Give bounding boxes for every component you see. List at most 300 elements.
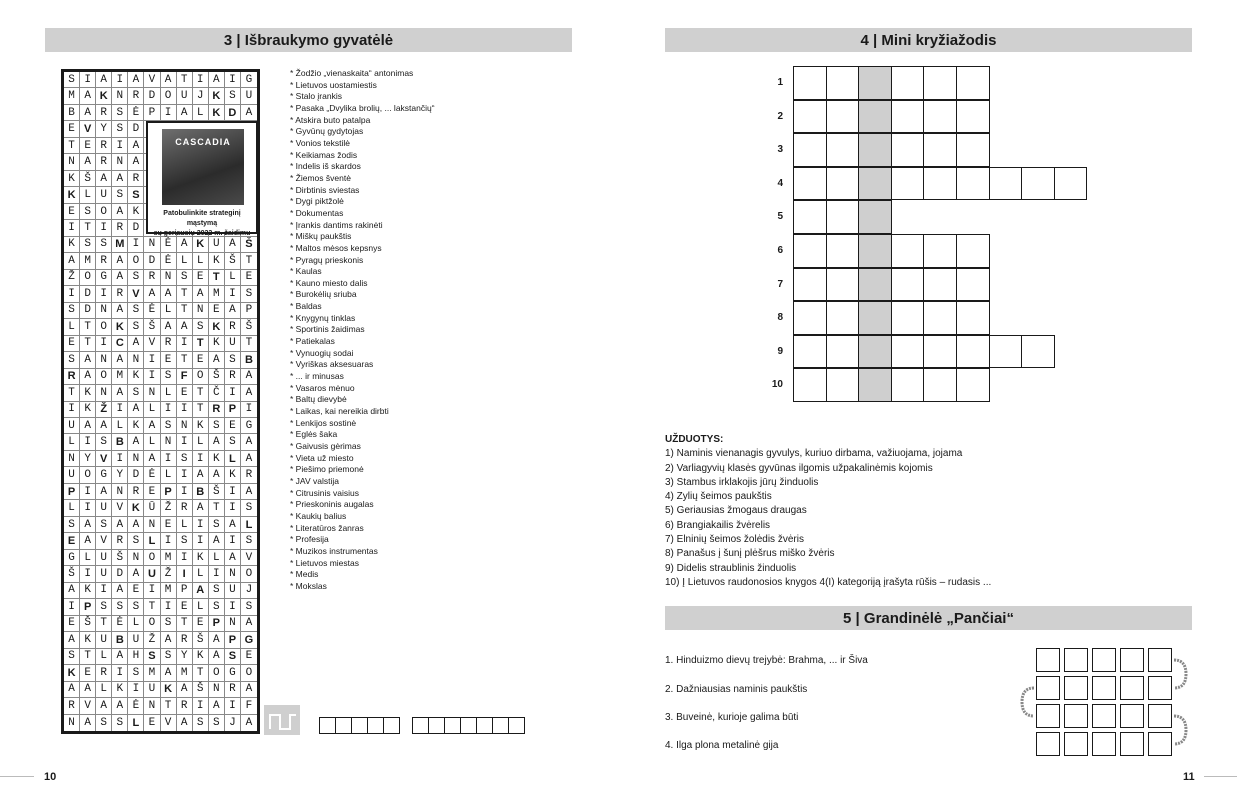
grid-cell[interactable]: A xyxy=(96,698,112,714)
crossword-cell[interactable] xyxy=(923,167,957,201)
chain-box[interactable] xyxy=(1120,732,1144,756)
answer-boxes-1[interactable] xyxy=(320,717,400,734)
grid-cell[interactable]: O xyxy=(80,270,96,286)
answer-boxes-2[interactable] xyxy=(413,717,525,734)
crossword-cell[interactable] xyxy=(891,133,925,167)
grid-cell[interactable]: J xyxy=(193,88,209,104)
grid-cell[interactable]: L xyxy=(64,319,80,335)
grid-cell[interactable]: S xyxy=(128,187,144,203)
crossword-cell[interactable] xyxy=(858,301,892,335)
grid-cell[interactable]: L xyxy=(144,434,160,450)
grid-cell[interactable]: P xyxy=(225,402,241,418)
crossword-cell[interactable] xyxy=(923,335,957,369)
grid-cell[interactable]: A xyxy=(80,88,96,104)
grid-cell[interactable]: Y xyxy=(112,467,128,483)
crossword-cell[interactable] xyxy=(923,268,957,302)
grid-cell[interactable]: V xyxy=(80,121,96,137)
grid-cell[interactable]: S xyxy=(64,649,80,665)
grid-cell[interactable]: T xyxy=(241,336,257,352)
grid-cell[interactable]: A xyxy=(209,467,225,483)
grid-cell[interactable]: S xyxy=(128,533,144,549)
grid-cell[interactable]: Y xyxy=(80,451,96,467)
grid-cell[interactable]: A xyxy=(112,385,128,401)
grid-cell[interactable]: I xyxy=(112,402,128,418)
grid-cell[interactable]: V xyxy=(161,715,177,731)
chain-box[interactable] xyxy=(1092,676,1116,700)
grid-cell[interactable]: A xyxy=(112,698,128,714)
grid-cell[interactable]: T xyxy=(64,385,80,401)
grid-cell[interactable]: Ž xyxy=(96,402,112,418)
crossword-cell[interactable] xyxy=(956,133,990,167)
grid-cell[interactable]: I xyxy=(80,72,96,88)
grid-cell[interactable]: M xyxy=(161,583,177,599)
grid-cell[interactable]: E xyxy=(144,715,160,731)
grid-cell[interactable]: A xyxy=(80,715,96,731)
grid-cell[interactable]: Č xyxy=(209,385,225,401)
grid-cell[interactable]: T xyxy=(177,72,193,88)
grid-cell[interactable]: I xyxy=(177,402,193,418)
grid-cell[interactable]: I xyxy=(177,566,193,582)
grid-cell[interactable]: I xyxy=(96,583,112,599)
chain-box[interactable] xyxy=(1036,676,1060,700)
grid-cell[interactable]: S xyxy=(225,88,241,104)
grid-cell[interactable]: E xyxy=(193,616,209,632)
grid-cell[interactable]: P xyxy=(161,484,177,500)
grid-cell[interactable]: A xyxy=(161,286,177,302)
grid-cell[interactable]: I xyxy=(96,286,112,302)
crossword-cell[interactable] xyxy=(989,335,1023,369)
grid-cell[interactable]: T xyxy=(80,319,96,335)
grid-cell[interactable]: S xyxy=(96,715,112,731)
grid-cell[interactable]: I xyxy=(161,451,177,467)
grid-cell[interactable]: A xyxy=(112,171,128,187)
grid-cell[interactable]: R xyxy=(64,698,80,714)
grid-cell[interactable]: I xyxy=(193,533,209,549)
grid-cell[interactable]: T xyxy=(177,303,193,319)
grid-cell[interactable]: A xyxy=(225,517,241,533)
grid-cell[interactable]: K xyxy=(112,682,128,698)
crossword-cell[interactable] xyxy=(826,335,860,369)
chain-box[interactable] xyxy=(1092,648,1116,672)
grid-cell[interactable]: D xyxy=(128,220,144,236)
grid-cell[interactable]: N xyxy=(128,352,144,368)
grid-cell[interactable]: L xyxy=(64,500,80,516)
grid-cell[interactable]: D xyxy=(144,88,160,104)
grid-cell[interactable]: Š xyxy=(209,369,225,385)
grid-cell[interactable]: A xyxy=(80,418,96,434)
grid-cell[interactable]: M xyxy=(209,286,225,302)
grid-cell[interactable]: A xyxy=(209,352,225,368)
grid-cell[interactable]: A xyxy=(193,286,209,302)
grid-cell[interactable]: U xyxy=(225,336,241,352)
grid-cell[interactable]: I xyxy=(144,352,160,368)
grid-cell[interactable]: Š xyxy=(64,566,80,582)
grid-cell[interactable]: I xyxy=(96,336,112,352)
grid-cell[interactable]: R xyxy=(64,369,80,385)
grid-cell[interactable]: B xyxy=(112,632,128,648)
grid-cell[interactable]: A xyxy=(209,698,225,714)
grid-cell[interactable]: L xyxy=(177,253,193,269)
grid-cell[interactable]: L xyxy=(225,270,241,286)
grid-cell[interactable]: F xyxy=(177,369,193,385)
grid-cell[interactable]: A xyxy=(241,434,257,450)
grid-cell[interactable]: E xyxy=(241,649,257,665)
grid-cell[interactable]: L xyxy=(161,385,177,401)
grid-cell[interactable]: R xyxy=(112,533,128,549)
crossword-cell[interactable] xyxy=(956,268,990,302)
grid-cell[interactable]: N xyxy=(177,418,193,434)
grid-cell[interactable]: K xyxy=(209,253,225,269)
crossword-cell[interactable] xyxy=(891,234,925,268)
grid-cell[interactable]: K xyxy=(128,418,144,434)
crossword-cell[interactable] xyxy=(793,268,827,302)
grid-cell[interactable]: Y xyxy=(177,649,193,665)
grid-cell[interactable]: A xyxy=(64,682,80,698)
grid-cell[interactable]: Ž xyxy=(144,632,160,648)
grid-cell[interactable]: R xyxy=(241,467,257,483)
grid-cell[interactable]: A xyxy=(241,682,257,698)
grid-cell[interactable]: Ė xyxy=(144,303,160,319)
grid-cell[interactable]: Ė xyxy=(161,237,177,253)
grid-cell[interactable]: S xyxy=(225,649,241,665)
grid-cell[interactable]: U xyxy=(144,682,160,698)
crossword-cell[interactable] xyxy=(826,200,860,234)
crossword-cell[interactable] xyxy=(891,167,925,201)
grid-cell[interactable]: S xyxy=(128,303,144,319)
grid-cell[interactable]: L xyxy=(96,682,112,698)
grid-cell[interactable]: S xyxy=(177,270,193,286)
grid-cell[interactable]: A xyxy=(144,286,160,302)
grid-cell[interactable]: A xyxy=(241,484,257,500)
grid-cell[interactable]: K xyxy=(161,682,177,698)
grid-cell[interactable]: A xyxy=(128,434,144,450)
grid-cell[interactable]: S xyxy=(161,616,177,632)
grid-cell[interactable]: O xyxy=(144,550,160,566)
grid-cell[interactable]: I xyxy=(177,484,193,500)
grid-cell[interactable]: G xyxy=(64,550,80,566)
crossword-cell[interactable] xyxy=(956,368,990,402)
grid-cell[interactable]: V xyxy=(96,533,112,549)
grid-cell[interactable]: G xyxy=(241,632,257,648)
grid-cell[interactable]: T xyxy=(193,665,209,681)
grid-cell[interactable]: E xyxy=(64,121,80,137)
grid-cell[interactable]: O xyxy=(241,566,257,582)
chain-box[interactable] xyxy=(1092,732,1116,756)
grid-cell[interactable]: E xyxy=(209,303,225,319)
grid-cell[interactable]: Y xyxy=(96,121,112,137)
chain-box[interactable] xyxy=(1148,732,1172,756)
grid-cell[interactable]: A xyxy=(112,583,128,599)
grid-cell[interactable]: I xyxy=(112,451,128,467)
grid-cell[interactable]: S xyxy=(64,303,80,319)
grid-cell[interactable]: K xyxy=(80,632,96,648)
grid-cell[interactable]: A xyxy=(128,566,144,582)
grid-cell[interactable]: T xyxy=(80,220,96,236)
crossword-cell[interactable] xyxy=(793,66,827,100)
crossword-cell[interactable] xyxy=(793,100,827,134)
grid-cell[interactable]: Ė xyxy=(128,698,144,714)
grid-cell[interactable]: A xyxy=(225,303,241,319)
grid-cell[interactable]: B xyxy=(193,484,209,500)
crossword-cell[interactable] xyxy=(956,234,990,268)
grid-cell[interactable]: R xyxy=(225,319,241,335)
chain-box[interactable] xyxy=(1148,704,1172,728)
grid-cell[interactable]: E xyxy=(193,270,209,286)
grid-cell[interactable]: I xyxy=(177,434,193,450)
grid-cell[interactable]: K xyxy=(128,204,144,220)
grid-cell[interactable]: S xyxy=(241,533,257,549)
crossword-cell[interactable] xyxy=(956,301,990,335)
grid-cell[interactable]: K xyxy=(80,402,96,418)
grid-cell[interactable]: V xyxy=(144,72,160,88)
grid-cell[interactable]: M xyxy=(161,550,177,566)
grid-cell[interactable]: E xyxy=(177,385,193,401)
grid-cell[interactable]: A xyxy=(177,682,193,698)
grid-cell[interactable]: I xyxy=(80,500,96,516)
chain-box[interactable] xyxy=(1064,648,1088,672)
grid-cell[interactable]: A xyxy=(161,319,177,335)
grid-cell[interactable]: T xyxy=(80,649,96,665)
grid-cell[interactable]: S xyxy=(128,385,144,401)
grid-cell[interactable]: T xyxy=(193,336,209,352)
chain-box[interactable] xyxy=(1148,648,1172,672)
grid-cell[interactable]: I xyxy=(177,467,193,483)
grid-cell[interactable]: U xyxy=(128,632,144,648)
grid-cell[interactable]: B xyxy=(112,434,128,450)
grid-cell[interactable]: B xyxy=(241,352,257,368)
crossword-cell[interactable] xyxy=(891,268,925,302)
crossword-cell[interactable] xyxy=(923,234,957,268)
crossword-cell[interactable] xyxy=(858,268,892,302)
crossword-cell[interactable] xyxy=(793,133,827,167)
grid-cell[interactable]: S xyxy=(225,434,241,450)
grid-cell[interactable]: S xyxy=(161,369,177,385)
grid-cell[interactable]: A xyxy=(80,517,96,533)
grid-cell[interactable]: O xyxy=(161,88,177,104)
crossword-cell[interactable] xyxy=(858,133,892,167)
grid-cell[interactable]: U xyxy=(177,88,193,104)
crossword-cell[interactable] xyxy=(923,368,957,402)
grid-cell[interactable]: R xyxy=(96,154,112,170)
grid-cell[interactable]: I xyxy=(64,220,80,236)
grid-cell[interactable]: A xyxy=(161,665,177,681)
grid-cell[interactable]: A xyxy=(112,204,128,220)
grid-cell[interactable]: D xyxy=(80,286,96,302)
grid-cell[interactable]: S xyxy=(128,665,144,681)
grid-cell[interactable]: I xyxy=(96,220,112,236)
grid-cell[interactable]: A xyxy=(177,715,193,731)
grid-cell[interactable]: S xyxy=(209,583,225,599)
grid-cell[interactable]: T xyxy=(193,402,209,418)
grid-cell[interactable]: S xyxy=(80,237,96,253)
grid-cell[interactable]: T xyxy=(209,270,225,286)
grid-cell[interactable]: T xyxy=(193,385,209,401)
grid-cell[interactable]: R xyxy=(177,500,193,516)
grid-cell[interactable]: S xyxy=(64,352,80,368)
grid-cell[interactable]: N xyxy=(128,451,144,467)
grid-cell[interactable]: L xyxy=(193,566,209,582)
grid-cell[interactable]: Š xyxy=(241,237,257,253)
grid-cell[interactable]: I xyxy=(225,286,241,302)
grid-cell[interactable]: R xyxy=(96,138,112,154)
crossword-cell[interactable] xyxy=(858,335,892,369)
grid-cell[interactable]: M xyxy=(112,369,128,385)
chain-box[interactable] xyxy=(1036,732,1060,756)
grid-cell[interactable]: I xyxy=(128,682,144,698)
grid-cell[interactable]: A xyxy=(225,237,241,253)
chain-box[interactable] xyxy=(1120,648,1144,672)
grid-cell[interactable]: S xyxy=(161,649,177,665)
grid-cell[interactable]: A xyxy=(225,550,241,566)
grid-cell[interactable]: O xyxy=(241,665,257,681)
grid-cell[interactable]: S xyxy=(112,105,128,121)
grid-cell[interactable]: N xyxy=(225,616,241,632)
grid-cell[interactable]: S xyxy=(112,187,128,203)
grid-cell[interactable]: N xyxy=(161,434,177,450)
grid-cell[interactable]: R xyxy=(177,632,193,648)
grid-cell[interactable]: N xyxy=(128,550,144,566)
grid-cell[interactable]: A xyxy=(241,451,257,467)
grid-cell[interactable]: B xyxy=(64,105,80,121)
grid-cell[interactable]: N xyxy=(144,698,160,714)
crossword-cell[interactable] xyxy=(793,301,827,335)
grid-cell[interactable]: K xyxy=(209,105,225,121)
grid-cell[interactable]: R xyxy=(96,665,112,681)
grid-cell[interactable]: L xyxy=(193,253,209,269)
chain-box[interactable] xyxy=(1064,732,1088,756)
grid-cell[interactable]: E xyxy=(193,352,209,368)
grid-cell[interactable]: Š xyxy=(80,616,96,632)
grid-cell[interactable]: A xyxy=(161,72,177,88)
grid-cell[interactable]: S xyxy=(128,599,144,615)
grid-cell[interactable]: A xyxy=(80,533,96,549)
grid-cell[interactable]: I xyxy=(177,336,193,352)
grid-cell[interactable]: I xyxy=(225,500,241,516)
grid-cell[interactable]: Ž xyxy=(64,270,80,286)
grid-cell[interactable]: S xyxy=(112,121,128,137)
grid-cell[interactable]: D xyxy=(128,467,144,483)
grid-cell[interactable]: K xyxy=(209,451,225,467)
grid-cell[interactable]: K xyxy=(96,88,112,104)
grid-cell[interactable]: A xyxy=(80,369,96,385)
grid-cell[interactable]: E xyxy=(80,138,96,154)
crossword-cell[interactable] xyxy=(1054,167,1088,201)
grid-cell[interactable]: L xyxy=(128,616,144,632)
grid-cell[interactable]: A xyxy=(144,418,160,434)
grid-cell[interactable]: A xyxy=(96,72,112,88)
grid-cell[interactable]: S xyxy=(161,418,177,434)
crossword-cell[interactable] xyxy=(826,66,860,100)
grid-cell[interactable]: P xyxy=(177,583,193,599)
grid-cell[interactable]: A xyxy=(128,138,144,154)
grid-cell[interactable]: Š xyxy=(241,319,257,335)
grid-cell[interactable]: I xyxy=(128,237,144,253)
grid-cell[interactable]: N xyxy=(96,303,112,319)
grid-cell[interactable]: A xyxy=(177,105,193,121)
grid-cell[interactable]: L xyxy=(128,715,144,731)
grid-cell[interactable]: E xyxy=(64,336,80,352)
grid-cell[interactable]: U xyxy=(96,632,112,648)
grid-cell[interactable]: A xyxy=(209,434,225,450)
grid-cell[interactable]: I xyxy=(193,451,209,467)
grid-cell[interactable]: N xyxy=(64,451,80,467)
grid-cell[interactable]: I xyxy=(80,434,96,450)
grid-cell[interactable]: N xyxy=(144,517,160,533)
grid-cell[interactable]: A xyxy=(128,402,144,418)
crossword-cell[interactable] xyxy=(923,100,957,134)
grid-cell[interactable]: E xyxy=(161,352,177,368)
grid-cell[interactable]: R xyxy=(112,286,128,302)
grid-cell[interactable]: Ū xyxy=(144,500,160,516)
grid-cell[interactable]: S xyxy=(64,517,80,533)
grid-cell[interactable]: E xyxy=(64,533,80,549)
grid-cell[interactable]: A xyxy=(144,451,160,467)
grid-cell[interactable]: L xyxy=(144,533,160,549)
crossword-cell[interactable] xyxy=(956,66,990,100)
grid-cell[interactable]: P xyxy=(64,484,80,500)
grid-cell[interactable]: U xyxy=(96,566,112,582)
grid-cell[interactable]: I xyxy=(225,698,241,714)
crossword-cell[interactable] xyxy=(826,133,860,167)
grid-cell[interactable]: K xyxy=(64,187,80,203)
grid-cell[interactable]: K xyxy=(128,369,144,385)
grid-cell[interactable]: A xyxy=(80,682,96,698)
grid-cell[interactable]: O xyxy=(96,369,112,385)
grid-cell[interactable]: A xyxy=(209,649,225,665)
grid-cell[interactable]: V xyxy=(112,500,128,516)
grid-cell[interactable]: S xyxy=(80,204,96,220)
crossword-cell[interactable] xyxy=(1021,167,1055,201)
crossword-cell[interactable] xyxy=(891,301,925,335)
crossword-cell[interactable] xyxy=(858,66,892,100)
grid-cell[interactable]: Ė xyxy=(161,253,177,269)
grid-cell[interactable]: L xyxy=(80,550,96,566)
grid-cell[interactable]: E xyxy=(64,616,80,632)
grid-cell[interactable]: J xyxy=(241,583,257,599)
grid-cell[interactable]: Ė xyxy=(144,467,160,483)
grid-cell[interactable]: I xyxy=(193,698,209,714)
grid-cell[interactable]: O xyxy=(96,204,112,220)
grid-cell[interactable]: V xyxy=(241,550,257,566)
chain-box[interactable] xyxy=(1120,676,1144,700)
grid-cell[interactable]: M xyxy=(144,665,160,681)
grid-cell[interactable]: D xyxy=(128,121,144,137)
grid-cell[interactable]: O xyxy=(80,467,96,483)
grid-cell[interactable]: S xyxy=(193,715,209,731)
grid-cell[interactable]: Š xyxy=(209,484,225,500)
grid-cell[interactable]: N xyxy=(209,682,225,698)
grid-cell[interactable]: I xyxy=(209,566,225,582)
grid-cell[interactable]: K xyxy=(209,319,225,335)
crossword-cell[interactable] xyxy=(858,368,892,402)
grid-cell[interactable]: N xyxy=(96,385,112,401)
grid-cell[interactable]: A xyxy=(245,716,253,729)
grid-cell[interactable]: L xyxy=(193,599,209,615)
grid-cell[interactable]: G xyxy=(241,72,257,88)
grid-cell[interactable]: D xyxy=(144,253,160,269)
grid-cell[interactable]: V xyxy=(128,286,144,302)
grid-cell[interactable]: Š xyxy=(193,632,209,648)
grid-cell[interactable]: S xyxy=(112,599,128,615)
grid-cell[interactable]: R xyxy=(225,682,241,698)
grid-cell[interactable]: I xyxy=(225,484,241,500)
grid-cell[interactable]: K xyxy=(209,336,225,352)
grid-cell[interactable]: O xyxy=(96,319,112,335)
grid-cell[interactable]: A xyxy=(96,171,112,187)
crossword-cell[interactable] xyxy=(891,66,925,100)
grid-cell[interactable]: I xyxy=(64,599,80,615)
grid-cell[interactable]: O xyxy=(144,616,160,632)
